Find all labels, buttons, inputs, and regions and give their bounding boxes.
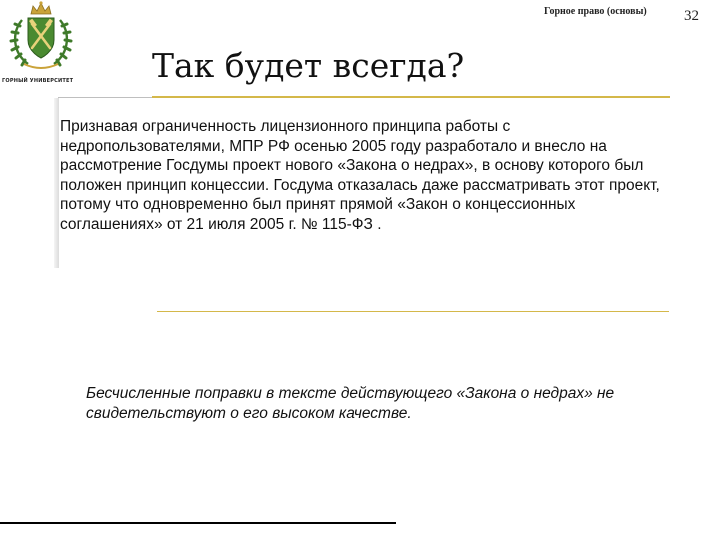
section-divider — [157, 311, 669, 312]
emblem-icon — [0, 0, 82, 80]
slide-title: Так будет всегда? — [152, 46, 465, 85]
slide-body-text: Признавая ограниченность лицензионного принципа работы с недропользователями, МПР РФ осенью 2005 году разработало и внесло на рассмотрение Госдумы проект нового «Закона о недрах», в основу которого был положен принцип концессии. Госдума отказалась даже рассматривать этот проект, потому что одновременно был принят прямой «Закон о концессионных соглашениях» от 21 июля 2005 г. № 115-ФЗ . — [60, 118, 660, 233]
university-logo — [0, 0, 82, 90]
title-underline-left — [58, 97, 152, 98]
course-label: Горное право (основы) — [544, 6, 647, 17]
footer-rule — [0, 522, 396, 524]
slide-note: Бесчисленные поправки в тексте действующего «Закона о недрах» не свидетельствуют о его высоком качестве. — [86, 385, 615, 422]
title-underline — [152, 96, 670, 98]
logo-caption: ГОРНЫЙ УНИВЕРСИТЕТ — [2, 78, 74, 84]
body-sidebar-bar — [54, 98, 59, 268]
slide-number: 32 — [684, 8, 699, 24]
